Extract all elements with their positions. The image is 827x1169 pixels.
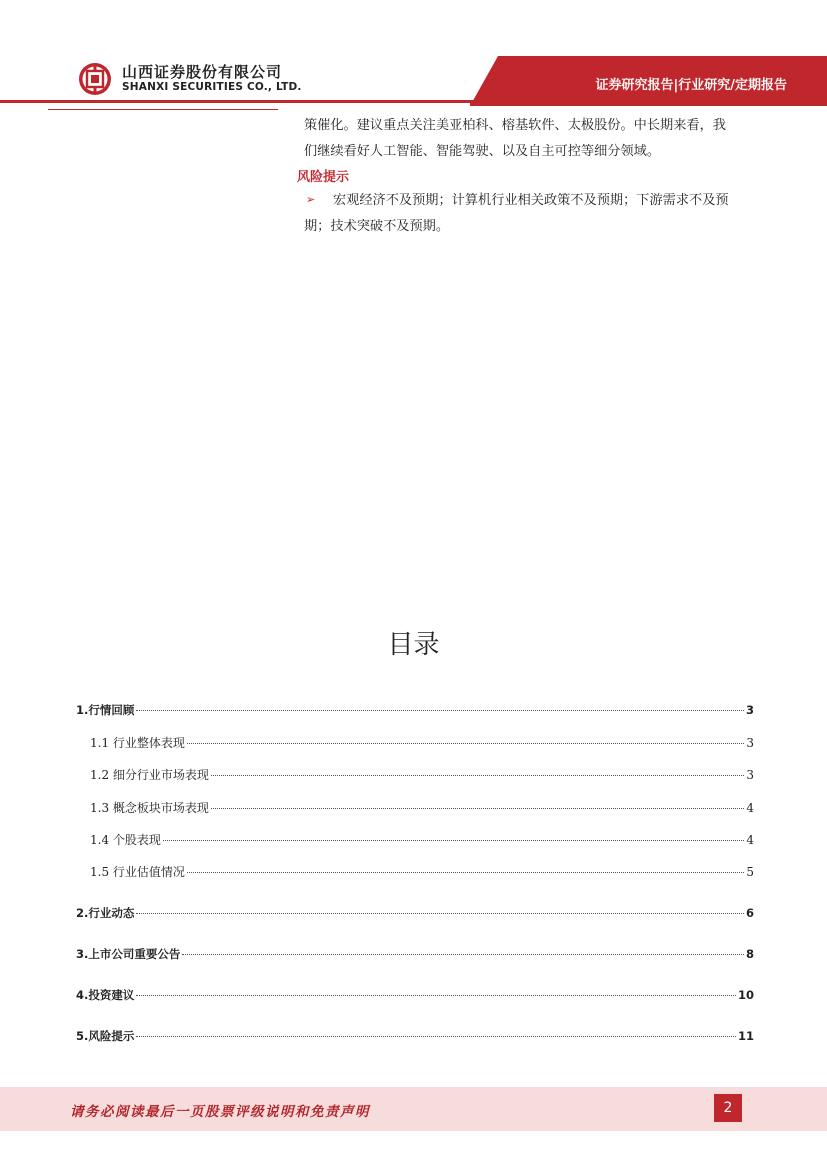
toc-entry-page: 6	[745, 906, 754, 920]
toc-entry-label: 1.行情回顾	[76, 703, 135, 717]
toc-entry-page: 8	[745, 947, 754, 961]
toc-entry-label: 1.1 行业整体表现	[90, 736, 185, 750]
toc-leader-dots	[187, 872, 744, 873]
toc-title: 目录	[387, 630, 440, 660]
summary-line-1: 策催化。建议重点关注美亚柏科、榕基软件、太极股份。中长期来看，我	[304, 118, 726, 133]
company-name-cn: 山西证券股份有限公司	[122, 63, 283, 81]
toc-leader-dots	[163, 840, 744, 841]
toc-entry-label: 2.行业动态	[76, 906, 135, 920]
toc-entry[interactable]	[76, 863, 754, 881]
header-divider	[48, 109, 278, 110]
toc-entry[interactable]	[76, 766, 754, 784]
toc-leader-dots	[182, 954, 744, 955]
toc-leader-dots	[136, 710, 744, 711]
toc-leader-dots	[211, 775, 744, 776]
company-name-en: SHANXI SECURITIES CO., LTD.	[122, 81, 302, 93]
toc-entry[interactable]	[76, 1028, 754, 1046]
page-header	[0, 0, 827, 112]
toc-entry-page: 4	[746, 801, 754, 815]
toc-entry-page: 11	[737, 1029, 754, 1043]
toc-entry-label: 1.3 概念板块市场表现	[90, 801, 209, 815]
risk-text-line-1: 宏观经济不及预期；计算机行业相关政策不及预期；下游需求不及预	[333, 193, 729, 208]
toc-leader-dots	[136, 995, 736, 996]
toc-entry-label: 3.上市公司重要公告	[76, 947, 181, 961]
toc-entry-label: 1.4 个股表现	[90, 833, 161, 847]
toc-entry[interactable]	[76, 799, 754, 817]
toc-entry-page: 3	[746, 768, 754, 782]
toc-entry-label: 4.投资建议	[76, 988, 135, 1002]
summary-paragraph	[304, 113, 774, 165]
company-logo-icon	[78, 62, 112, 96]
toc-entry-label: 1.5 行业估值情况	[90, 865, 185, 879]
risk-heading: 风险提示	[297, 170, 350, 185]
toc-leader-dots	[136, 1036, 736, 1037]
toc-leader-dots	[136, 913, 744, 914]
toc-entry[interactable]	[76, 905, 754, 923]
toc-entry-page: 3	[746, 736, 754, 750]
toc-entry-page: 4	[746, 833, 754, 847]
toc-entry-page: 3	[745, 703, 754, 717]
toc-entry-page: 5	[746, 865, 754, 879]
toc-entry-label: 5.风险提示	[76, 1029, 135, 1043]
risk-text-line-2: 期；技术突破不及预期。	[304, 219, 450, 234]
toc-entry[interactable]	[76, 831, 754, 849]
arrow-bullet-icon: ➢	[306, 193, 316, 206]
toc-entry-label: 1.2 细分行业市场表现	[90, 768, 209, 782]
summary-line-2: 们继续看好人工智能、智能驾驶、以及自主可控等细分领域。	[304, 144, 661, 159]
toc-entry[interactable]	[76, 987, 754, 1005]
toc-leader-dots	[211, 808, 744, 809]
disclaimer-notice: 请务必阅读最后一页股票评级说明和免责声明	[70, 1104, 370, 1120]
toc-entry[interactable]	[76, 702, 754, 720]
toc-entry-page: 10	[737, 988, 754, 1002]
page-number-badge: 2	[714, 1094, 742, 1122]
report-type-label: 证券研究报告|行业研究/定期报告	[595, 78, 787, 93]
toc-entry[interactable]	[76, 734, 754, 752]
toc-leader-dots	[187, 743, 744, 744]
page-footer	[0, 1087, 827, 1131]
toc-entry[interactable]	[76, 946, 754, 964]
